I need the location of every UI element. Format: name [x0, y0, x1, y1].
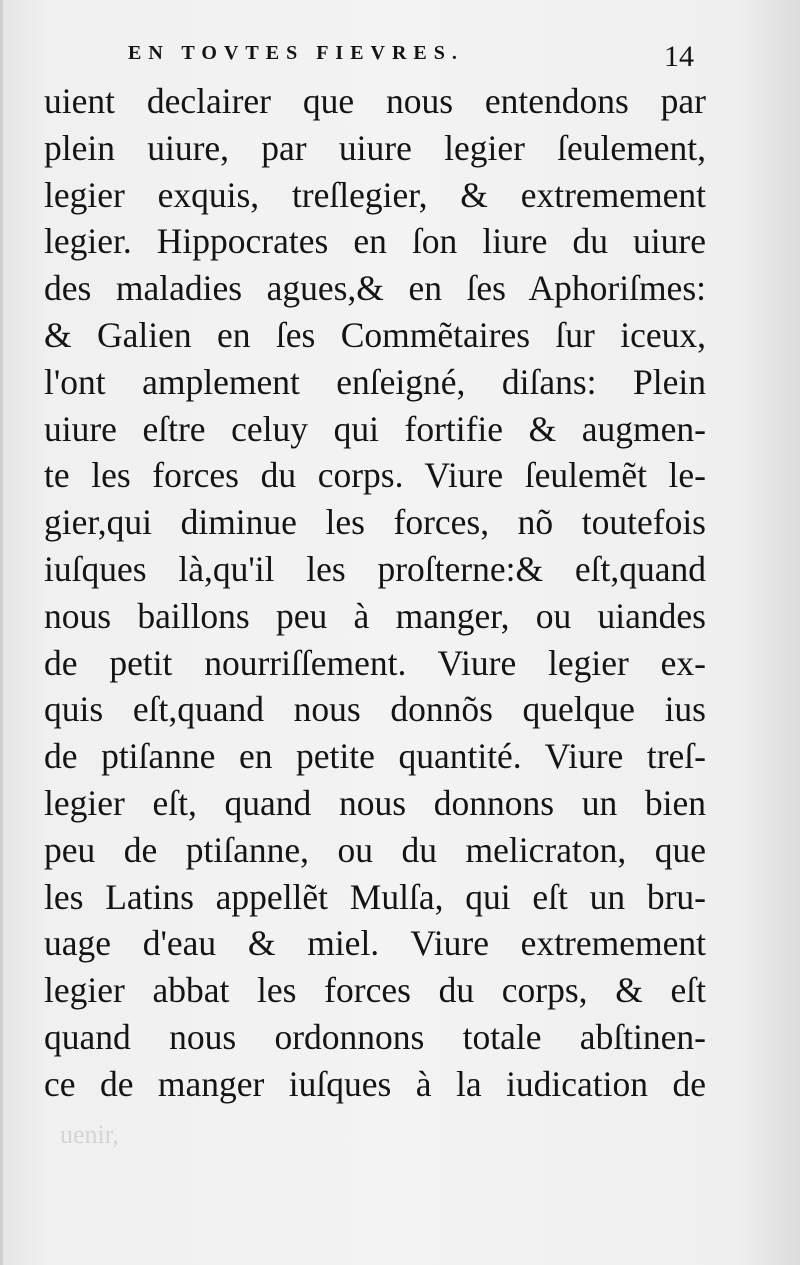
text-line: quis eſt,quand nous donnõs quelque ius [44, 689, 706, 730]
text-line: uage d'eau & miel. Viure extremement [44, 923, 706, 964]
text-line: peu de ptiſanne, ou du melicraton, que [44, 829, 706, 870]
text-line: uiure eſtre celuy qui fortifie & augmen- [44, 408, 706, 449]
text-line: les Latins appellẽt Mulſa, qui eſt un bru- [44, 876, 706, 917]
page-gutter-shadow [0, 0, 3, 1265]
text-line: nous baillons peu à manger, ou uiandes [44, 595, 706, 636]
text-line: ce de manger iuſques à la iudication de [44, 1063, 706, 1104]
text-line: legier exquis, treſlegier, & extremement [44, 174, 706, 215]
text-line: quand nous ordonnons totale abſtinen- [44, 1016, 706, 1057]
text-line: & Galien en ſes Commẽtaires ſur iceux, [44, 314, 706, 355]
text-line: uient declairer que nous entendons par [44, 81, 706, 121]
text-line: de ptiſanne en petite quantité. Viure treſ- [44, 736, 706, 777]
text-line: gier,qui diminue les forces, nõ toutefois [44, 502, 706, 543]
text-line: legier eſt, quand nous donnons un bien [44, 782, 706, 823]
text-line: l'ont amplement enſeigné, diſans: Plein [44, 361, 706, 402]
text-line: te les forces du corps. Viure ſeulemẽt le- [44, 455, 706, 496]
running-title: EN TOVTES FIEVRES. [128, 42, 464, 64]
page-number: 14 [664, 40, 694, 73]
text-line: legier. Hippocrates en ſon liure du uiure [44, 221, 706, 262]
text-line: des maladies agues,& en ſes Aphoriſmes: [44, 268, 706, 309]
text-line: legier abbat les forces du corps, & eſt [44, 970, 706, 1011]
text-line: plein uiure, par uiure legier ſeulement, [44, 127, 706, 168]
text-line: iuſques là,qu'il les proſterne:& eſt,quand [44, 548, 706, 589]
show-through-text: uenir, [60, 1120, 119, 1149]
text-line: de petit nourriſſement. Viure legier ex- [44, 642, 706, 683]
text-block [44, 78, 706, 1108]
